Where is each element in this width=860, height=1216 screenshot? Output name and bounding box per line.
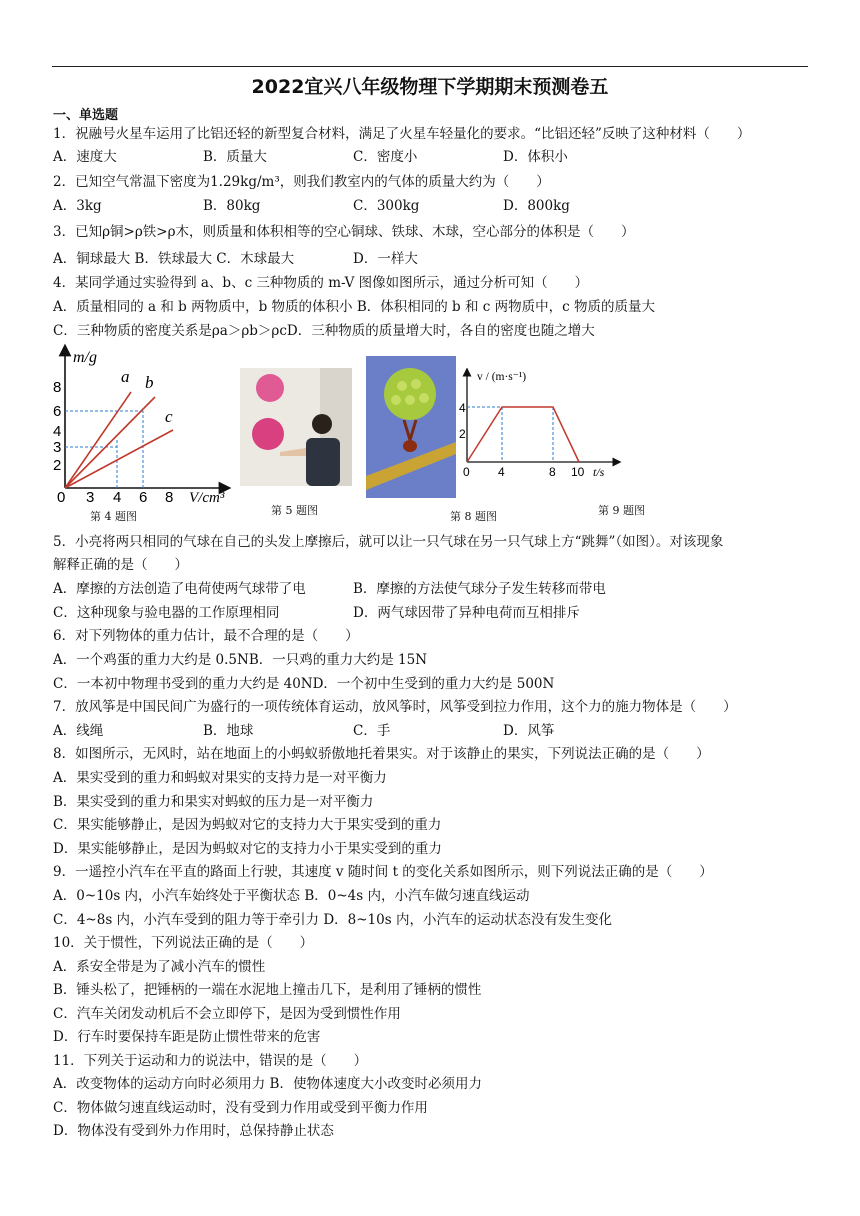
figure-8-ant-photo xyxy=(366,356,456,498)
question-8-option-a: A．果实受到的重力和蚂蚁对果实的支持力是一对平衡力 xyxy=(53,770,387,786)
question-7-option-c: C．手 xyxy=(353,723,391,739)
figure-9-caption: 第 9 题图 xyxy=(598,504,645,517)
balloon-bottom-icon xyxy=(252,418,284,450)
question-4-stem: 4．某同学通过实验得到 a、b、c 三种物质的 m-V 图像如图所示，通过分析可知（ ） xyxy=(53,275,589,291)
fig4-line-a xyxy=(65,392,131,488)
fig4-ytick-3: 3 xyxy=(53,439,62,456)
section-heading: 一、单选题 xyxy=(53,108,119,123)
fig4-xtick-8: 8 xyxy=(165,489,174,506)
question-6-options-cd: C．一本初中物理书受到的重力大约是 40ND．一个初中生受到的重力大约是 500N xyxy=(53,676,555,692)
question-11-stem: 11．下列关于运动和力的说法中，错误的是（ ） xyxy=(53,1053,368,1069)
fig4-origin: 0 xyxy=(57,489,66,506)
question-1-option-d: D．体积小 xyxy=(503,149,568,165)
figure-4-caption: 第 4 题图 xyxy=(90,510,137,523)
question-10-stem: 10．关于惯性，下列说法正确的是（ ） xyxy=(53,935,314,951)
fig4-line-c xyxy=(65,430,173,488)
question-5-option-a: A．摩擦的方法创造了电荷使两气球带了电 xyxy=(53,581,306,597)
fig9-ylabel: v / (m·s⁻¹) xyxy=(477,371,527,383)
question-9-options-ab: A．0~10s 内，小汽车始终处于平衡状态 B．0~4s 内，小汽车做匀速直线运动 xyxy=(53,888,530,904)
fig4-xtick-4: 4 xyxy=(113,489,122,506)
page-title: 2022宜兴八年级物理下学期期末预测卷五 xyxy=(251,76,609,98)
question-8-option-b: B．果实受到的重力和果实对蚂蚁的压力是一对平衡力 xyxy=(53,794,374,810)
figure-9-vt-graph xyxy=(455,368,625,480)
question-1-option-a: A．速度大 xyxy=(53,149,117,165)
question-1-option-b: B．质量大 xyxy=(203,149,267,165)
fig4-xlabel: V/cm³ xyxy=(189,490,225,506)
question-10-option-d: D．行车时要保持车距是防止惯性带来的危害 xyxy=(53,1029,321,1045)
header-rule xyxy=(52,66,808,67)
question-5-stem-cont: 解释正确的是（ ） xyxy=(53,557,188,573)
question-1-stem: 1．祝融号火星车运用了比铝还轻的新型复合材料，满足了火星车轻量化的要求。“比铝还轻”反映了这种材料（ ） xyxy=(53,126,751,142)
question-2-option-b: B．80kg xyxy=(203,198,261,214)
question-8-option-d: D．果实能够静止，是因为蚂蚁对它的支持力小于果实受到的重力 xyxy=(53,841,442,857)
question-5-option-d: D．两气球因带了异种电荷而互相排斥 xyxy=(353,605,580,621)
question-8-stem: 8．如图所示，无风时，站在地面上的小蚂蚁骄傲地托着果实。对于该静止的果实，下列说法正确的是（ ） xyxy=(53,746,710,762)
fig9-speed-curve xyxy=(467,407,579,462)
fig4-ylabel: m/g xyxy=(73,349,97,366)
question-7-option-b: B．地球 xyxy=(203,723,254,739)
question-11-option-c: C．物体做匀速直线运动时，没有受到力作用或受到平衡力作用 xyxy=(53,1100,428,1116)
question-3-option-d: D．一样大 xyxy=(353,251,418,267)
question-10-option-c: C．汽车关闭发动机后不会立即停下，是因为受到惯性作用 xyxy=(53,1006,401,1022)
fig4-label-a: a xyxy=(121,367,130,386)
question-11-option-d: D．物体没有受到外力作用时，总保持静止状态 xyxy=(53,1123,334,1139)
fig9-xlabel: t/s xyxy=(593,465,605,479)
fig9-xtick-8: 8 xyxy=(549,465,556,479)
balloon-top-icon xyxy=(256,374,284,402)
fig4-label-c: c xyxy=(165,407,173,426)
question-2-option-c: C．300kg xyxy=(353,198,420,214)
question-8-option-c: C．果实能够静止，是因为蚂蚁对它的支持力大于果实受到的重力 xyxy=(53,817,442,833)
fig4-ytick-4: 4 xyxy=(53,423,62,440)
question-3-option-abc: A．铜球最大 B．铁球最大 C．木球最大 xyxy=(53,251,295,267)
question-7-option-d: D．风筝 xyxy=(503,723,555,739)
figure-8-caption: 第 8 题图 xyxy=(450,510,497,523)
fig4-ytick-2: 2 xyxy=(53,457,62,474)
question-7-stem: 7．放风筝是中国民间广为盛行的一项传统体育运动，放风筝时，风筝受到拉力作用，这个力的施力物体是（ ） xyxy=(53,699,737,715)
figure-5-caption: 第 5 题图 xyxy=(271,504,318,517)
question-3-stem: 3．已知ρ铜>ρ铁>ρ木，则质量和体积相等的空心铜球、铁球、木球，空心部分的体积是（ ） xyxy=(53,224,635,240)
figure-4-mv-graph xyxy=(45,342,245,510)
fig4-ytick-8: 8 xyxy=(53,379,62,396)
question-10-option-b: B．锤头松了，把锤柄的一端在水泥地上撞击几下，是利用了锤柄的惯性 xyxy=(53,982,482,998)
fig9-ytick-2: 2 xyxy=(459,427,466,441)
fruit-icon xyxy=(384,368,436,420)
question-4-options-cd: C．三种物质的密度关系是ρa＞ρb＞ρcD．三种物质的质量增大时，各自的密度也随之增大 xyxy=(53,323,595,339)
question-2-option-d: D．800kg xyxy=(503,198,570,214)
figure-5-balloon-photo xyxy=(240,368,352,486)
fig9-xtick-10: 10 xyxy=(571,465,585,479)
question-6-options-ab: A．一个鸡蛋的重力大约是 0.5NB．一只鸡的重力大约是 15N xyxy=(53,652,428,668)
fig4-xtick-6: 6 xyxy=(139,489,148,506)
question-5-option-b: B．摩擦的方法使气球分子发生转移而带电 xyxy=(353,581,606,597)
fig4-xtick-3: 3 xyxy=(86,489,95,506)
fig9-xtick-4: 4 xyxy=(498,465,505,479)
question-9-stem: 9．一遥控小汽车在平直的路面上行驶，其速度 v 随时间 t 的变化关系如图所示，则下列说法正确的是（ ） xyxy=(53,864,713,880)
question-6-stem: 6．对下列物体的重力估计，最不合理的是（ ） xyxy=(53,628,359,644)
question-1-option-c: C．密度小 xyxy=(353,149,418,165)
question-9-options-cd: C．4~8s 内，小汽车受到的阻力等于牵引力 D．8~10s 内，小汽车的运动状态没有发生变化 xyxy=(53,912,612,928)
person-head-icon xyxy=(312,414,332,434)
question-2-stem: 2．已知空气常温下密度为1.29kg/m³，则我们教室内的气体的质量大约为（ ） xyxy=(53,174,550,190)
question-10-option-a: A．系安全带是为了减小汽车的惯性 xyxy=(53,959,266,975)
fig9-ytick-4: 4 xyxy=(459,401,466,415)
fig4-ytick-6: 6 xyxy=(53,403,62,420)
question-11-options-ab: A．改变物体的运动方向时必须用力 B．使物体速度大小改变时必须用力 xyxy=(53,1076,482,1092)
question-7-option-a: A．线绳 xyxy=(53,723,104,739)
question-5-option-c: C．这种现象与验电器的工作原理相同 xyxy=(53,605,280,621)
question-5-stem: 5．小亮将两只相同的气球在自己的头发上摩擦后，就可以让一只气球在另一只气球上方“跳舞”（如图）。对该现象 xyxy=(53,534,724,550)
fig4-label-b: b xyxy=(145,373,154,392)
question-2-option-a: A．3kg xyxy=(53,198,102,214)
fig9-origin: 0 xyxy=(463,465,470,479)
question-4-options-ab: A．质量相同的 a 和 b 两物质中，b 物质的体积小 B．体积相同的 b 和 c 两物质中，c 物质的质量大 xyxy=(53,299,655,315)
